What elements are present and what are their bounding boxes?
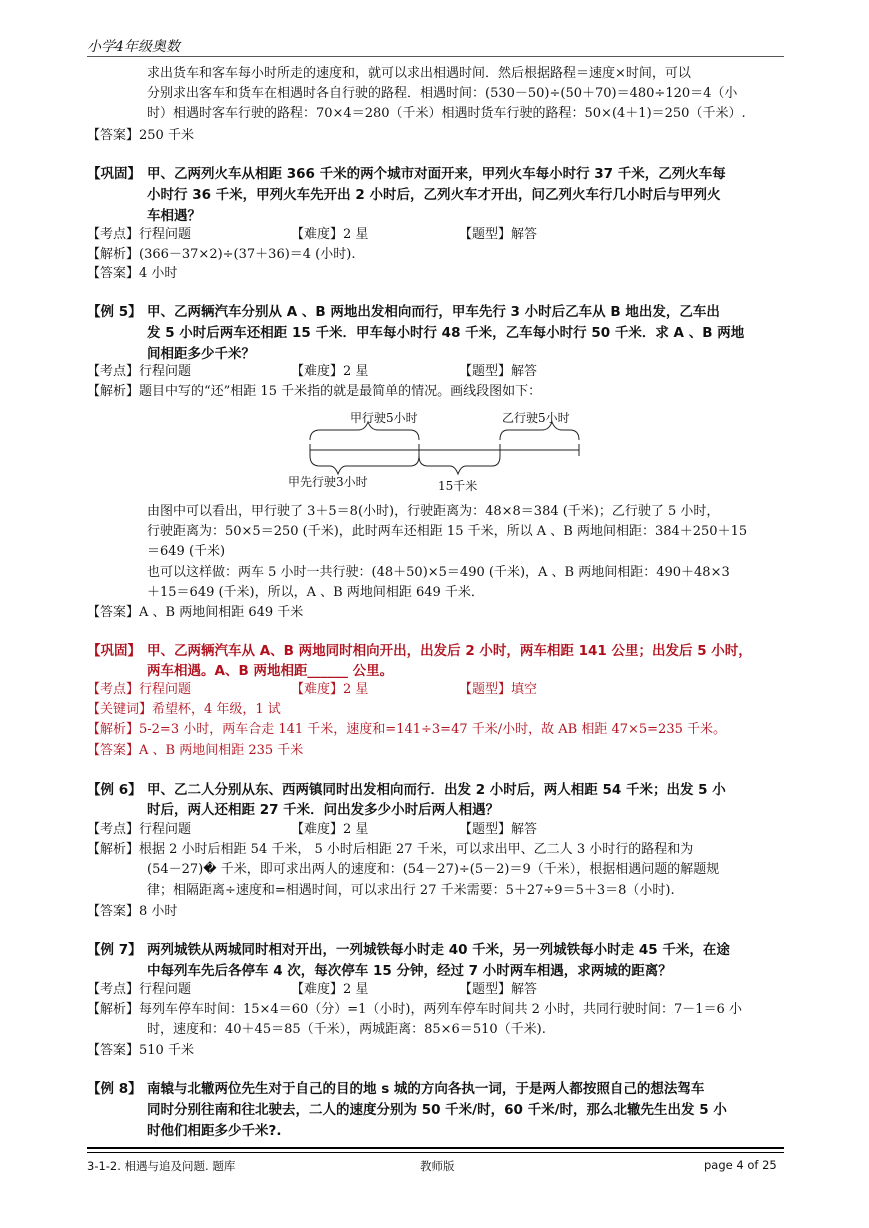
question-tag: 【例 7】 [87, 942, 142, 958]
label-jia5: 甲行驶5小时 [350, 411, 418, 425]
question-line: 车相遇？ [147, 208, 201, 224]
question-line: 同时分别往南和往北驶去，二人的速度分别为 50 千米/时，60 千米/时，那么北辙先生出发 5 小 [147, 1102, 727, 1118]
question-line: 甲、乙两辆汽车从 A、B 两地同时相向开出，出发后 2 小时，两车相距 141 公里；出发后 5 小时， [147, 643, 752, 659]
question-line: 甲、乙两辆汽车分别从 A 、B 两地出发相向而行，甲车先行 3 小时后乙车从 B 地出发，乙车出 [147, 304, 720, 320]
header-rule [87, 56, 784, 57]
footer-rule-thin [87, 1152, 784, 1153]
daan: 【答案】A 、B 两地间相距 649 千米 [87, 605, 304, 620]
question-line: 两车相遇。A、B 两地相距______ 公里。 [147, 663, 394, 679]
expl-line: 求出货车和客车每小时所走的速度和，就可以求出相遇时间．然后根据路程＝速度×时间，可以 [147, 66, 691, 81]
jiexi: 【解析】每列车停车时间：15×4＝60（分）=1（小时)，两列车停车时间共 2 小时，共同行驶时间：7－1＝6 小 [87, 1002, 742, 1017]
footer-center: 教师版 [420, 1159, 455, 1173]
question-tag: 【例 5】 [87, 304, 142, 320]
nandu: 【难度】2 星 [291, 227, 369, 242]
jiexi-cont: 律；相隔距离÷速度和=相遇时间，可以求出行 27 千米需要：5＋27÷9＝5＋3＝8（小时). [147, 883, 675, 898]
question-tag: 【例 6】 [87, 782, 142, 798]
question-line: 两列城铁从两城同时相对开出，一列城铁每小时走 40 千米，另一列城铁每小时走 45 千米，在途 [147, 942, 730, 958]
jiexi: 【解析】题目中写的“还”相距 15 千米指的就是最简单的情况。画线段图如下： [87, 384, 542, 399]
label-yi5: 乙行驶5小时 [502, 411, 570, 425]
segment-diagram [270, 402, 610, 502]
meta-row: 【考点】行程问题 【难度】2 星 【题型】解答 [87, 822, 538, 837]
meta-row: 【考点】行程问题 【难度】2 星 【题型】填空 [87, 682, 538, 697]
expl-line: 时）相遇时客车行驶的路程：70×4＝280（千米）相遇时货车行驶的路程：50×(4＋1)＝250（千米）. [147, 106, 746, 121]
daan: 【答案】A 、B 两地间相距 235 千米 [87, 743, 304, 758]
meta-row: 【考点】行程问题 【难度】2 星 【题型】解答 [87, 364, 538, 379]
label-15km: 15千米 [438, 479, 478, 493]
jiexi: 【解析】根据 2 小时后相距 54 千米， 5 小时后相距 27 千米，可以求出甲、乙二人 3 小时行的路程和为 [87, 842, 694, 857]
tixing: 【题型】解答 [459, 227, 538, 242]
expl-line: ＝649 (千米) [147, 544, 226, 559]
question-line: 甲、乙两列火车从相距 366 千米的两个城市对面开来，甲列火车每小时行 37 千米，乙列火车每 [147, 166, 726, 182]
question-line: 时后，两人还相距 27 千米．问出发多少小时后两人相遇？ [147, 802, 500, 818]
daan: 【答案】510 千米 [87, 1043, 194, 1058]
meta-row: 【考点】行程问题 【难度】2 星 【题型】解答 [87, 982, 538, 997]
brace-jia3 [310, 456, 419, 474]
answer-line: 【答案】250 千米 [87, 128, 194, 143]
question-line: 南辕与北辙两位先生对于自己的目的地 s 城的方向各执一词，于是两人都按照自己的想法驾车 [147, 1081, 705, 1097]
question-tag: 【巩固】 [87, 166, 141, 182]
footer-page: page 4 of 25 [704, 1158, 777, 1172]
expl-line: 由图中可以看出，甲行驶了 3＋5＝8(小时)，行驶距离为：48×8＝384 (千米)；乙行驶了 5 小时， [147, 504, 720, 519]
expl-line: ＋15＝649 (千米)，所以，A 、B 两地间相距 649 千米． [147, 585, 484, 600]
question-line: 中每列车先后各停车 4 次，每次停车 15 分钟，经过 7 小时两车相遇，求两城的距离？ [147, 963, 672, 979]
label-jia3: 甲先行驶3小时 [288, 475, 368, 489]
jiexi-cont: (54－27)� 千米，即可求出两人的速度和：(54－27)÷(5－2)＝9（千米），根据相遇问题的解题规 [147, 862, 720, 877]
question-line: 小时行 36 千米，甲列火车先开出 2 小时后，乙列火车才开出，问乙列火车行几小时后与甲列火 [147, 187, 721, 203]
keywords: 【关键词】希望杯，4 年级，1 试 [87, 702, 281, 717]
jiexi: 【解析】5-2=3 小时，两车合走 141 千米，速度和=141÷3=47 千米/小时，故 AB 相距 47×5=235 千米。 [87, 722, 727, 737]
expl-line: 也可以这样做：两车 5 小时一共行驶：(48＋50)×5＝490 (千米)，A 、B 两地间相距：490＋48×3 [147, 565, 730, 580]
question-line: 甲、乙二人分别从东、西两镇同时出发相向而行．出发 2 小时后，两人相距 54 千米；出发 5 小 [147, 782, 726, 798]
question-tag: 【例 8】 [87, 1081, 142, 1097]
question-line: 发 5 小时后两车还相距 15 千米．甲车每小时行 48 千米，乙车每小时行 50 千米．求 A 、B 两地 [147, 325, 745, 341]
daan: 【答案】4 小时 [87, 266, 178, 281]
expl-line: 分别求出客车和货车在相遇时各自行驶的路程．相遇时间：(530－50)÷(50＋70)＝480÷120＝4（小 [147, 86, 738, 101]
footer-rule [87, 1147, 784, 1149]
jiexi: 【解析】(366－37×2)÷(37＋36)＝4 (小时). [87, 247, 356, 262]
daan: 【答案】8 小时 [87, 904, 178, 919]
question-tag: 【巩固】 [87, 643, 141, 659]
question-line: 时他们相距多少千米?. [147, 1123, 282, 1139]
footer-left: 3-1-2. 相遇与追及问题. 题库 [87, 1159, 236, 1173]
page-header: 小学4年级奥数 [87, 39, 180, 55]
expl-line: 行驶距离为：50×5＝250 (千米)，此时两车还相距 15 千米，所以 A 、B 两地间相距：384＋250＋15 [147, 524, 748, 539]
jiexi-cont: 时，速度和：40＋45＝85（千米），两城距离：85×6＝510（千米). [147, 1022, 546, 1037]
question-line: 间相距多少千米？ [147, 346, 255, 362]
meta-row [87, 225, 787, 245]
kaodian: 【考点】行程问题 [87, 227, 192, 242]
brace-15km [419, 456, 500, 474]
